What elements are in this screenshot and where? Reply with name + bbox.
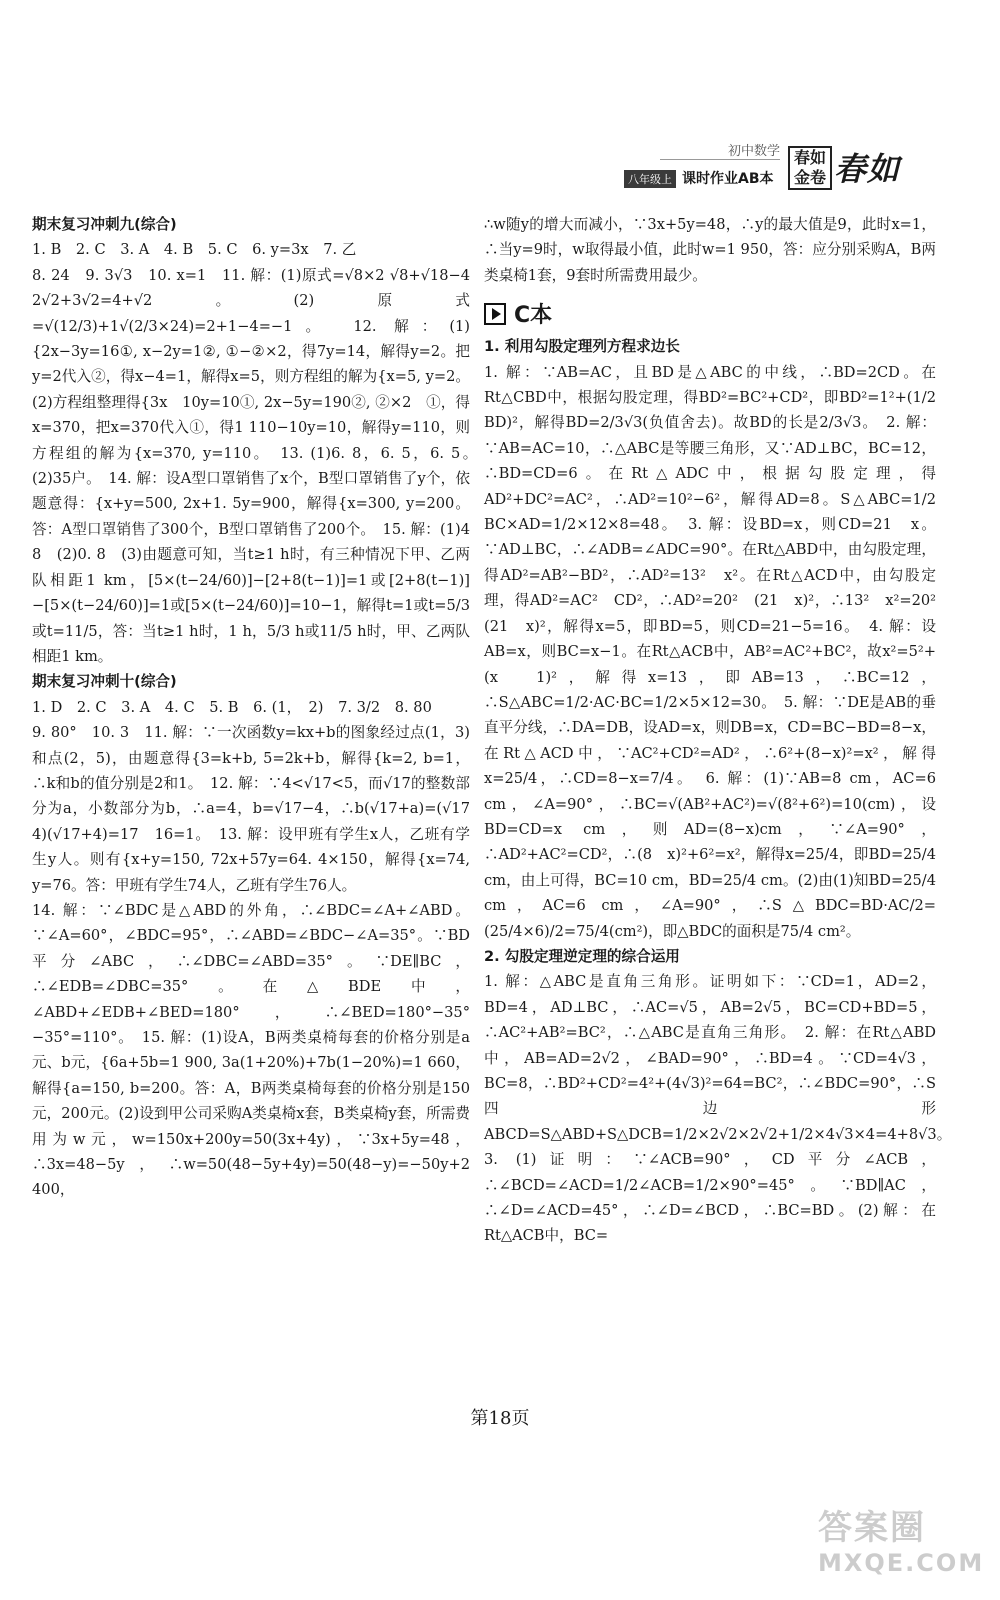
answer-paragraph: 1. 解：△ABC是直角三角形。证明如下：∵CD=1，AD=2，BD=4，AD⊥BC，∴AC=√5，AB=2√5，BC=CD+BD=5，∴AC²+AB²=BC²，∴△ABC是直角三角形。 2. 解：在Rt△ABD中，AB=AD=2√2，∠BAD=90°，∴BD=4。∵CD=4√3，BC=8，∴BD²+CD²=4²+(4√3)²=64=BC²，∴∠BDC=90°，∴S四边形ABCD=S△ABD+S△DCB=1/2×2√2×2√2+1/2×4√3×4=4+8√3。 3. (1)证明：∵∠ACB=90°，CD平分∠ACB，∴∠BCD=∠ACD=1/2∠ACB=1/2×90°=45°。∵BD∥AC，∴∠D=∠ACD=45°，∴∠D=∠BCD，∴BC=BD。(2)解：在Rt△ACB中，BC= bbox=[484, 973, 959, 1245]
c-book-heading bbox=[484, 302, 936, 330]
answer-paragraph: 9. 80° 10. 3 11. 解：∵一次函数y=kx+b的图象经过点(1，3)和点(2，5)，由题意得{3=k+b, 5=2k+b，解得{k=2, b=1，∴k和b的值分别是2和1。 12. 解：∵4<√17<5，而√17的整数部分为a，小数部分为b，∴a=4，b=√17−4，∴b(√17+a)=(√17 4)(√17+4)=17 16=1。 13. 解：设甲班有学生x人，乙班有学生y人。则有{x+y=150, 72x+57y=64. 4×150，解得{x=74, y=76。答：甲班有学生74人，乙班有学生76人。 bbox=[32, 724, 485, 894]
play-icon bbox=[484, 303, 506, 325]
watermark-title: 答案圈 bbox=[818, 1508, 926, 1548]
answer-paragraph: ∴w随y的增大而减小，∵3x+5y=48，∴y的最大值是9，此时x=1，∴当y=9时，w取得最小值，此时w=1 950，答：应分别采购A，B两类桌椅1套，9套时所需费用最少。 bbox=[484, 216, 936, 284]
section-heading: 1. 利用勾股定理列方程求边长 bbox=[484, 338, 680, 356]
brand-logo: 春如 bbox=[834, 150, 901, 188]
section-heading: 2. 勾股定理逆定理的综合运用 bbox=[484, 947, 680, 965]
header-course-title: 课时作业AB本 bbox=[682, 171, 774, 187]
c-book-title: C本 bbox=[514, 303, 553, 329]
watermark-url: MXQE.COM bbox=[818, 1549, 985, 1577]
answer-paragraph: 8. 24 9. 3√3 10. x=1 11. 解：(1)原式=√8×2 √8+√18−4 2√2+3√2=4+√2。(2)原式=√(12/3)+1√(2/3×24)=2+1−4=−1。 12. 解：(1){2x−3y=16①, x−2y=1②, ①−②×2，得7y=14，解得y=2。把y=2代入②，得x−4=1，解得x=5，则方程组的解为{x=5, y=2。(2)方程组整理得{3x 10y=10①, 2x−5y=190②, ②×2 ①，得x=370，把x=370代入①，得1 110−10y=10，解得y=110，则方程组的解为{x=370, y=110。 13. (1)6. 8，6. 5，6. 5。 (2)35户。 14. 解：设A型口罩销售了x个，B型口罩销售了y个，依题意得：{x+y=500, 2x+1. 5y=900，解得{x=300, y=200。答：A型口罩销售了300个，B型口罩销售了200个。 15. 解：(1)4 8 (2)0. 8 (3)由题意可知，当t≥1 h时，有三种情况下甲、乙两队相距1 km，[5×(t−24/60)]−[2+8(t−1)]=1或[2+8(t−1)]−[5×(t−24/60)]=1或[5×(t−24/60)]=10−1，解得t=1或t=5/3或t=11/5，答：当t≥1 h时，1 h，5/3 h或11/5 h时，甲、乙两队相距1 km。 bbox=[32, 266, 485, 665]
site-watermark bbox=[818, 1500, 985, 1590]
answer-paragraph: 1. B 2. C 3. A 4. B 5. C 6. y=3x 7. 乙 bbox=[32, 241, 357, 259]
section-heading: 期末复习冲刺十(综合) bbox=[32, 673, 177, 691]
answer-paragraph: 1. D 2. C 3. A 4. C 5. B 6. (1， 2) 7. 3/2 8. 80 bbox=[32, 698, 432, 716]
page-number: 第18页 bbox=[470, 1408, 530, 1429]
header-grade-badge: 八年级上 bbox=[624, 170, 676, 188]
answer-paragraph: 1. 解：∵AB=AC，且BD是△ABC的中线，∴BD=2CD。在Rt△CBD中，根据勾股定理，得BD²=BC²+CD²，即BD²=1²+(1/2 BD)²，解得BD=2/3√3(负值舍去)。故BD的长是2/3√3。 2. 解：∵AB=AC=10，∴△ABC是等腰三角形，又∵AD⊥BC，BC=12，∴BD=CD=6。在Rt△ADC中，根据勾股定理，得AD²+DC²=AC²，∴AD²=10²−6²，解得AD=8。S△ABC=1/2 BC×AD=1/2×12×8=48。 3. 解：设BD=x，则CD=21 x。∵AD⊥BC，∴∠ADB=∠ADC=90°。在Rt△ABD中，由勾股定理，得AD²=AB²−BD²，∴AD²=13² x²。在Rt△ACD中，由勾股定理，得AD²=AC² CD²，∴AD²=20² (21 x)²，∴13² x²=20² (21 x)²，解得x=5，即BD=5，则CD=21−5=16。 4. 解：设AB=x，则BC=x−1。在Rt△ACB中，AB²=AC²+BC²，故x²=5²+(x 1)²，解得x=13，即AB=13，∴BC=12，∴S△ABC=1/2·AC·BC=1/2×5×12=30。 5. 解：∵DE是AB的垂直平分线，∴DA=DB，设AD=x，则DB=x，CD=BC−BD=8−x，在Rt△ACD中，∵AC²+CD²=AD²，∴6²+(8−x)²=x²，解得x=25/4，∴CD=8−x=7/4。 6. 解：(1)∵AB=8 cm，AC=6 cm，∠A=90°，∴BC=√(AB²+AC²)=√(8²+6²)=10(cm)，设BD=CD=x cm，则AD=(8−x)cm，∵∠A=90°，∴AD²+AC²=CD²，∴(8 x)²+6²=x²，解得x=25/4，即BD=25/4 cm，由上可得，BC=10 cm，BD=25/4 cm。(2)由(1)知BD=25/4 cm，AC=6 cm，∠A=90°，∴S△BDC=BD·AC/2=(25/4×6)/2=75/4(cm²)，即△BDC的面积是75/4 cm²。 bbox=[484, 363, 951, 940]
header-subject: 初中数学 bbox=[660, 140, 780, 160]
section-heading: 期末复习冲刺九(综合) bbox=[32, 216, 177, 233]
book-header bbox=[620, 140, 960, 200]
answer-paragraph: 14. 解：∵∠BDC是△ABD的外角，∴∠BDC=∠A+∠ABD。∵∠A=60°，∠BDC=95°，∴∠ABD=∠BDC−∠A=35°。∵BD平分∠ABC，∴∠DBC=∠ABD=35°。∵DE∥BC，∴∠EDB=∠DBC=35°。在△BDE中，∠ABD+∠EDB+∠BED=180°，∴∠BED=180°−35°−35°=110°。 15. 解：(1)设A，B两类桌椅每套的价格分别是a元、b元，{6a+5b=1 900, 3a(1+20%)+7b(1−20%)=1 660，解得{a=150, b=200。答：A，B两类桌椅每套的价格分别是150元，200元。(2)设到甲公司采购A类桌椅x套，B类桌椅y套，所需费用为w元，w=150x+200y=50(3x+4y)，∵3x+5y=48，∴3x=48−5y，∴w=50(48−5y+4y)=50(48−y)=−50y+2 400， bbox=[32, 901, 470, 1199]
right-column bbox=[484, 212, 959, 1249]
header-brand-box: 春如金卷 bbox=[788, 146, 832, 190]
left-column bbox=[32, 212, 485, 1203]
